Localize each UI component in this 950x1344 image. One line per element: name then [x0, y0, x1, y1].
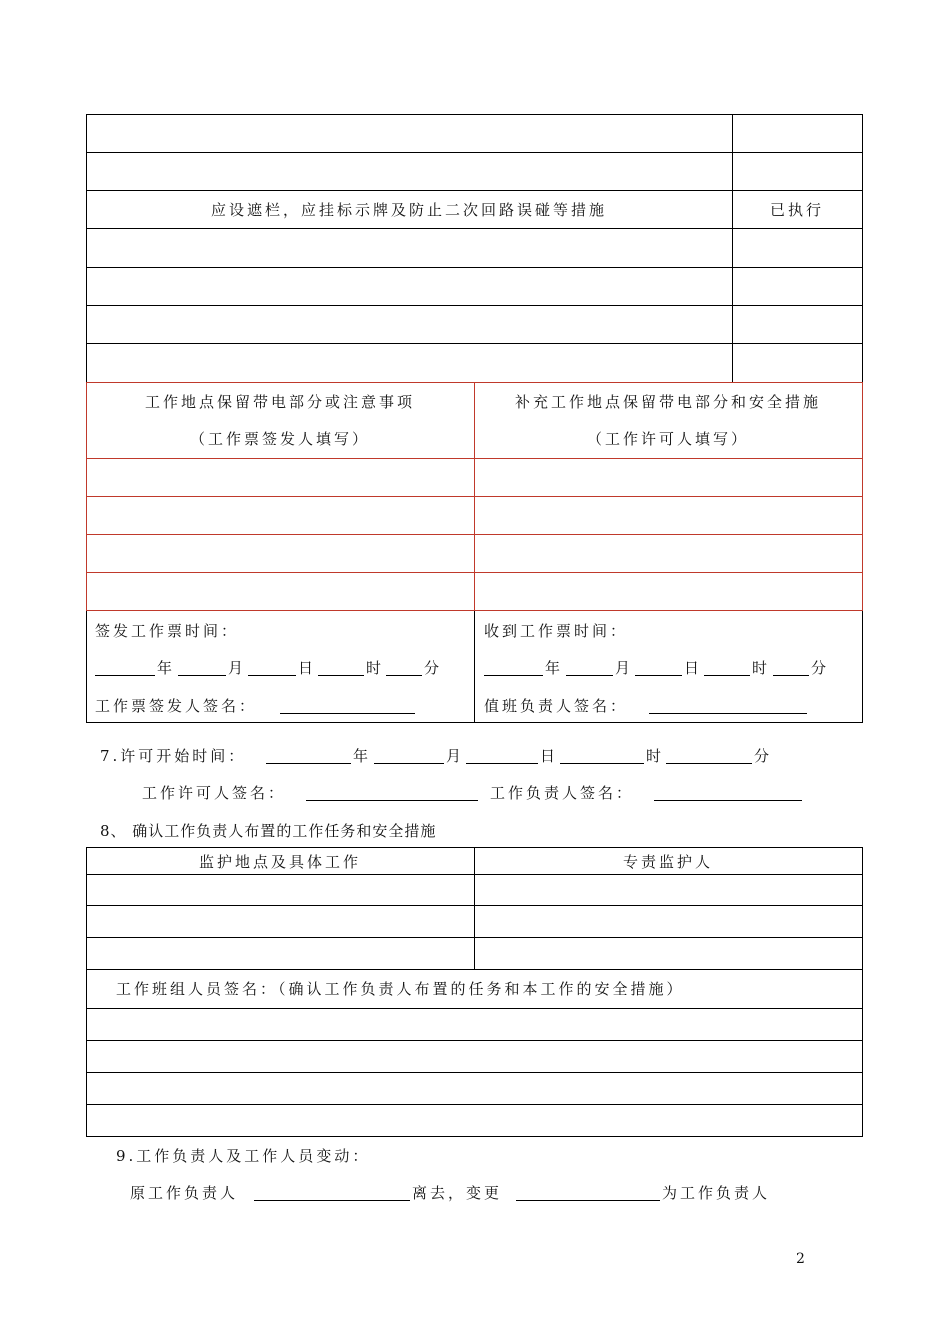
month-label: 月 — [228, 659, 247, 677]
permitter-sign-label: 工作许可人签名： — [142, 784, 287, 802]
section-9-title: 9.工作负责人及工作人员变动： — [116, 1147, 371, 1165]
minute-label: 分 — [811, 659, 830, 677]
original-leader-field[interactable] — [254, 1200, 410, 1201]
hour-label: 时 — [752, 659, 771, 677]
leave-label: 离去，变更 — [412, 1184, 503, 1202]
page-number: 2 — [796, 1251, 805, 1267]
live-parts-right-subheader: （工作许可人填写） — [586, 430, 749, 448]
crew-sign-header: 工作班组人员签名：（确认工作负责人布置的任务和本工作的安全措施） — [116, 980, 685, 998]
leader-sign-label: 工作负责人签名： — [490, 784, 635, 802]
hour-label: 时 — [646, 747, 665, 765]
day-label: 日 — [298, 659, 317, 677]
hour-label: 时 — [366, 659, 385, 677]
month-label: 月 — [446, 747, 465, 765]
as-leader-label: 为工作负责人 — [662, 1184, 771, 1202]
executed-column-header: 已执行 — [769, 201, 824, 219]
issue-time-label: 签发工作票时间： — [95, 622, 240, 640]
minute-label: 分 — [424, 659, 443, 677]
leader-sign-field[interactable] — [654, 800, 802, 801]
section-8-title: 8、 确认工作负责人布置的工作任务和安全措施 — [100, 822, 437, 840]
measures-column-header: 应设遮栏，应挂标示牌及防止二次回路误碰等措施 — [210, 201, 607, 219]
duty-sign-label: 值班负责人签名： — [484, 697, 629, 715]
issuer-sign-label: 工作票签发人签名： — [95, 697, 258, 715]
year-label: 年 — [545, 659, 564, 677]
live-parts-right-header: 补充工作地点保留带电部分和安全措施 — [514, 393, 821, 411]
duty-sign-field[interactable] — [649, 713, 807, 714]
receive-time-label: 收到工作票时间： — [484, 622, 629, 640]
minute-label: 分 — [754, 747, 773, 765]
original-leader-label: 原工作负责人 — [130, 1184, 239, 1202]
live-parts-left-subheader: （工作票签发人填写） — [189, 430, 370, 448]
location-column-header: 监护地点及具体工作 — [198, 853, 361, 871]
permitter-sign-field[interactable] — [306, 800, 478, 801]
live-parts-left-header: 工作地点保留带电部分或注意事项 — [144, 393, 415, 411]
year-label: 年 — [157, 659, 176, 677]
month-label: 月 — [615, 659, 634, 677]
day-label: 日 — [540, 747, 559, 765]
day-label: 日 — [684, 659, 703, 677]
year-label: 年 — [353, 747, 372, 765]
new-leader-field[interactable] — [516, 1200, 660, 1201]
permit-start-label: 7.许可开始时间： — [100, 747, 247, 765]
issuer-sign-field[interactable] — [280, 713, 415, 714]
guardian-column-header: 专责监护人 — [622, 853, 713, 871]
